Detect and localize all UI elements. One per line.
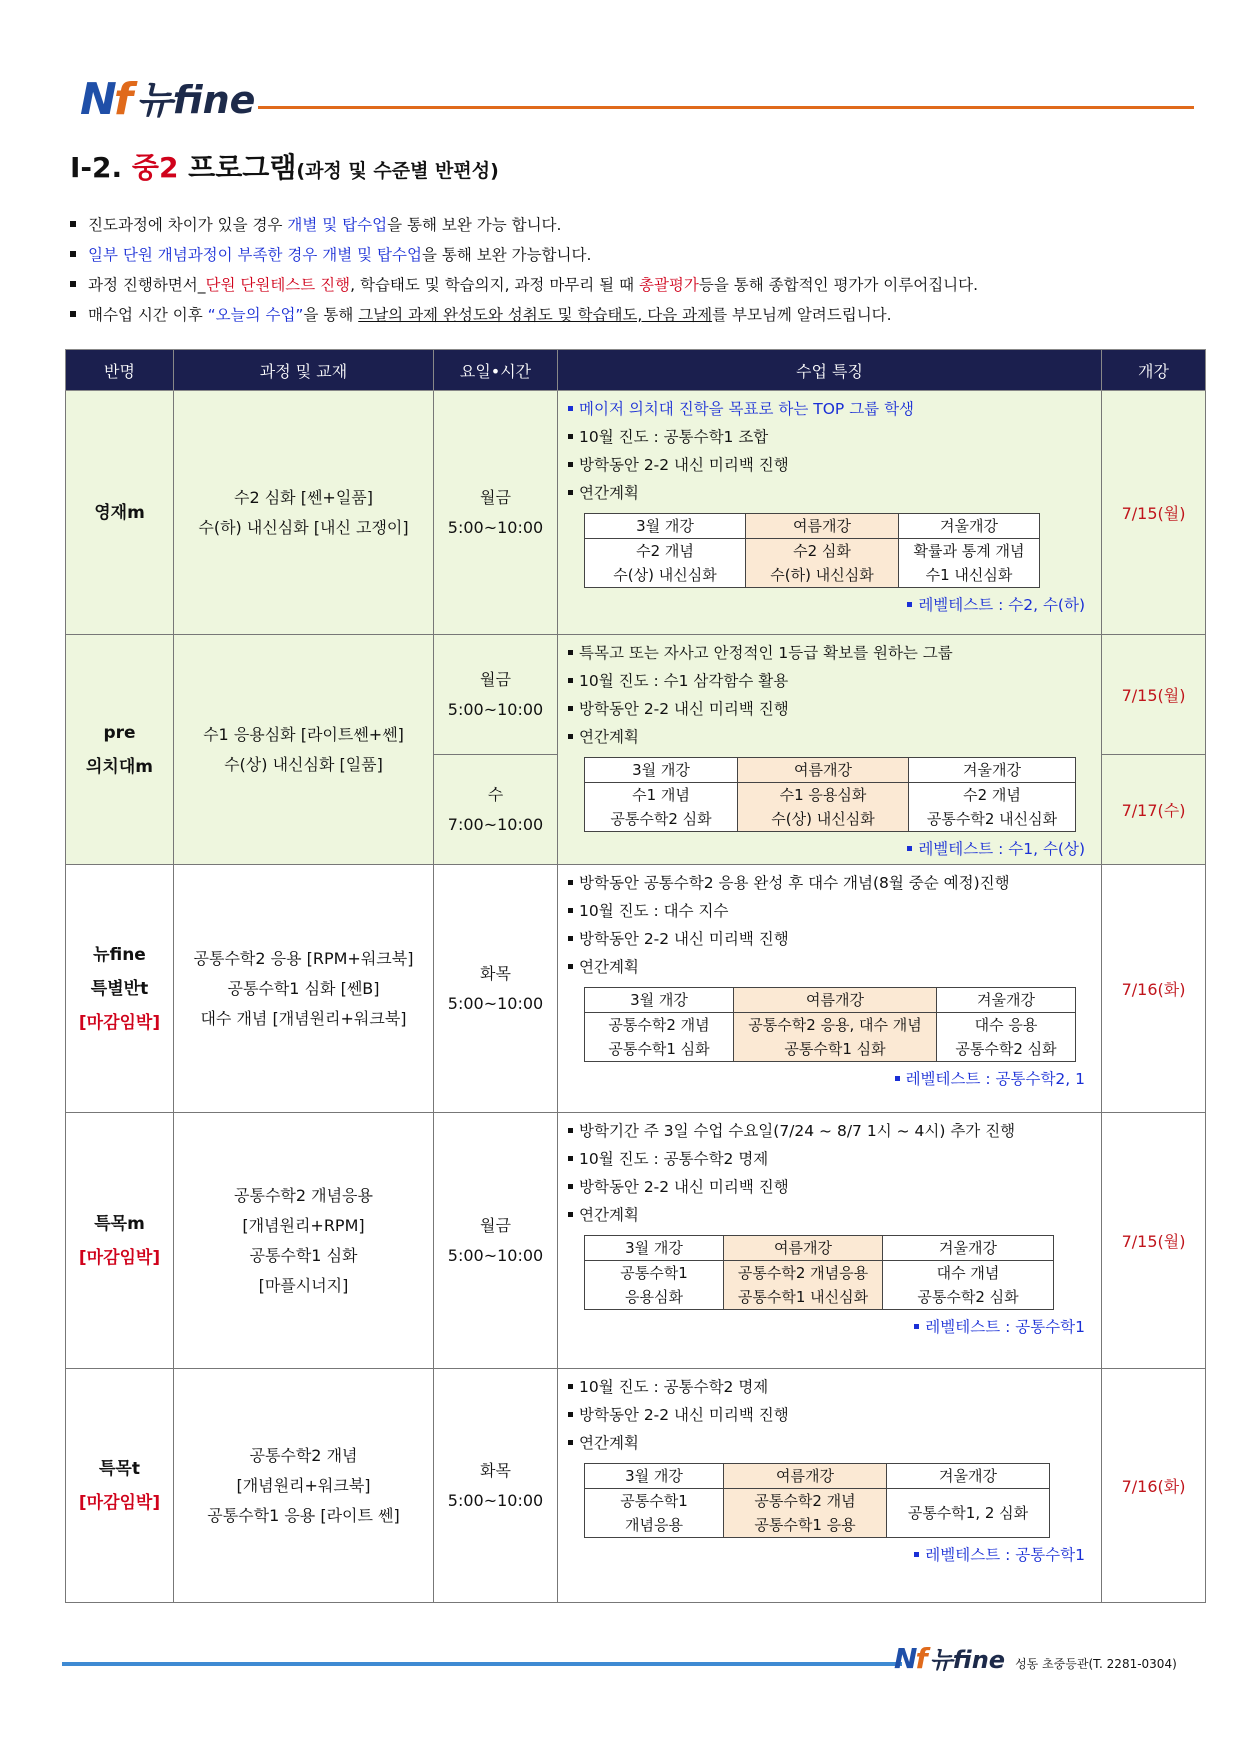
feature-item [566,667,1093,695]
level-test [566,838,1093,860]
course-cell [174,391,434,635]
header-rule [258,106,1194,109]
bullet-icon [568,734,573,739]
bullet-icon [568,1156,573,1161]
note-text: 을 통해 [303,306,359,324]
bullet-icon [568,490,573,495]
features-cell [558,1369,1102,1603]
class-name: 특목m [94,1213,145,1234]
page-title: Ⅰ-2. 중2 프로그램(과정 및 수준별 반편성) [70,151,499,184]
plan-line: 공통수학2 개념 [754,1492,856,1510]
note-item [70,300,978,330]
plan-body-row [585,1489,1050,1538]
note-text: 을 통해 보완 가능 합니다. [387,216,562,234]
level-test-text: 레벨테스트 : 수1, 수(상) [918,840,1085,858]
plan-cell [734,1013,937,1062]
features-cell [558,1113,1102,1369]
plan-cell [738,783,909,832]
plan-line: 수(상) 내신심화 [613,566,717,584]
features-cell [558,865,1102,1113]
class-name: 뉴fine [93,944,146,965]
feature-text: 연간계획 [579,484,639,502]
table-row [66,635,1206,755]
feature-item [566,695,1093,723]
bullet-icon [907,846,912,851]
schedule-time: 5:00~10:00 [447,517,544,537]
footer-rule [62,1662,902,1666]
note-text: 을 통해 보완 가능합니다. [421,246,592,264]
schedule-cell [434,755,558,865]
bullet-icon [568,908,573,913]
note-text: 매수업 시간 이후 [88,306,208,324]
deadline-badge: [마감임박] [78,1012,161,1033]
course-line: 수(하) 내신심화 [내신 고쟁이] [198,517,409,537]
plan-cell [585,539,746,588]
note-text: 단원 단원테스트 진행 [205,276,351,294]
bullet-icon [914,1324,919,1329]
plan-line: 공통수학2 개념 [608,1016,710,1034]
feature-item [566,1173,1093,1201]
note-text: 총괄평가 [638,276,699,294]
plan-cell [746,539,899,588]
note-text: 과정 진행하면서_ [88,276,206,294]
feature-item [566,897,1093,925]
schedule-time: 5:00~10:00 [447,993,544,1013]
bullet-icon [568,1384,573,1389]
plan-cell [585,1013,734,1062]
schedule-day: 화목 [480,1460,511,1480]
schedule-cell [434,635,558,755]
schedule-cell [434,1369,558,1603]
plan-line: 공통수학1 응용 [754,1516,856,1534]
bullet-icon [70,281,76,287]
course-cell [174,635,434,865]
schedule-cell [434,391,558,635]
plan-line: 공통수학2 개념응용 [737,1264,869,1282]
plan-line: 수2 심화 [793,542,851,560]
note-text: 개별 및 탑수업 [287,216,388,234]
plan-cell [887,1489,1050,1538]
course-line: 공통수학2 개념 [249,1445,358,1465]
course-line: 수(상) 내신심화 [일품] [224,754,383,774]
plan-header: 겨울개강 [883,1236,1054,1261]
annual-plan-table [584,987,1076,1062]
plan-line: 공통수학2 심화 [917,1288,1019,1306]
course-line: 수2 심화 [쎈+일품] [234,487,373,507]
bullet-icon [568,434,573,439]
feature-text: 메이저 의치대 진학을 목표로 하는 TOP 그룹 학생 [579,400,915,418]
course-line: 공통수학1 심화 [249,1245,358,1265]
table-row [66,391,1206,635]
schedule-time: 5:00~10:00 [447,1245,544,1265]
course-line: 공통수학2 개념응용 [234,1185,373,1205]
plan-header: 겨울개강 [909,758,1076,783]
class-name: 영재m [94,502,145,523]
header-course: 과정 및 교재 [174,350,434,391]
class-name: 특목t [99,1458,140,1479]
feature-item [566,395,1093,423]
footer [894,1642,1177,1675]
plan-header: 여름개강 [724,1464,887,1489]
feature-text: 방학동안 2-2 내신 미리백 진행 [579,930,789,948]
feature-item [566,451,1093,479]
feature-item [566,1201,1093,1229]
open-date-cell: 7/16(화) [1102,865,1206,1113]
level-test-text: 레벨테스트 : 수2, 수(하) [918,596,1085,614]
note-item [70,270,978,300]
plan-cell [585,1261,724,1310]
features-cell [558,391,1102,635]
table-row [66,1369,1206,1603]
open-date-cell: 7/15(월) [1102,635,1206,755]
course-cell [174,1369,434,1603]
feature-item [566,423,1093,451]
course-cell [174,1113,434,1369]
plan-header: 여름개강 [738,758,909,783]
plan-cell [909,783,1076,832]
plan-cell [883,1261,1054,1310]
schedule-time: 7:00~10:00 [447,814,544,834]
level-test-text: 레벨테스트 : 공통수학1 [925,1546,1085,1564]
bullet-icon [568,650,573,655]
bullet-icon [568,1128,573,1133]
plan-header: 여름개강 [734,988,937,1013]
plan-header: 3월 개강 [585,1464,724,1489]
plan-header-row [585,514,1040,539]
plan-header-row [585,988,1076,1013]
plan-line: 수1 응용심화 [779,786,867,804]
brand-logo [80,74,256,125]
plan-line: 확률과 통계 개념 [913,542,1025,560]
feature-item [566,1373,1093,1401]
feature-text: 10월 진도 : 공통수학2 명제 [579,1378,769,1396]
schedule-time: 5:00~10:00 [447,1490,544,1510]
plan-header-row [585,1236,1054,1261]
feature-text: 연간계획 [579,1206,639,1224]
note-text: 진도과정에 차이가 있을 경우 [88,216,288,234]
course-line: 공통수학1 응용 [라이트 쎈] [207,1505,400,1525]
feature-text: 연간계획 [579,958,639,976]
header-open: 개강 [1102,350,1206,391]
bullet-icon [568,1184,573,1189]
plan-line: 공통수학1 [620,1264,688,1282]
header-schedule: 요일•시간 [434,350,558,391]
level-test [566,1068,1093,1090]
annual-plan-table [584,757,1076,832]
plan-cell [585,1489,724,1538]
bullet-icon [907,602,912,607]
plan-line: 수1 개념 [632,786,690,804]
open-date-cell: 7/15(월) [1102,1113,1206,1369]
class-name: pre [103,722,136,743]
plan-line: 수(하) 내신심화 [770,566,874,584]
deadline-badge: [마감임박] [78,1492,161,1513]
table-row [66,1113,1206,1369]
logo-mark: Nf [80,74,130,125]
bullet-icon [70,221,76,227]
plan-body-row [585,539,1040,588]
feature-text: 방학동안 2-2 내신 미리백 진행 [579,1178,789,1196]
annual-plan-table [584,1235,1054,1310]
schedule-day: 월금 [480,487,511,507]
plan-header: 3월 개강 [585,988,734,1013]
feature-item [566,723,1093,751]
feature-text: 연간계획 [579,728,639,746]
plan-line: 공통수학2 심화 [610,810,712,828]
bullet-icon [568,936,573,941]
course-line: 대수 개념 [개념원리+워크북] [200,1008,407,1028]
plan-header-row [585,1464,1050,1489]
course-line: 공통수학1 심화 [쎈B] [227,978,380,998]
plan-line: 대수 응용 [974,1016,1038,1034]
class-name-cell [66,865,174,1113]
plan-cell [585,783,738,832]
open-date-cell: 7/17(수) [1102,755,1206,865]
bullet-icon [70,311,76,317]
plan-line: 수(상) 내신심화 [771,810,875,828]
plan-header: 겨울개강 [887,1464,1050,1489]
bullet-icon [568,706,573,711]
feature-text: 방학기간 주 3일 수업 수요일(7/24 ~ 8/7 1시 ~ 4시) 추가 진행 [579,1122,1016,1140]
bullet-icon [568,1412,573,1417]
brand-name: 뉴fine [135,78,256,123]
bullet-icon [568,462,573,467]
plan-line: 개념응용 [625,1516,683,1534]
feature-item [566,479,1093,507]
bullet-icon [568,406,573,411]
plan-cell [937,1013,1076,1062]
plan-line: 공통수학1, 2 심화 [907,1504,1029,1522]
plan-line: 공통수학1 심화 [608,1040,710,1058]
bullet-icon [568,678,573,683]
feature-text: 10월 진도 : 수1 삼각함수 활용 [579,672,789,690]
class-name-cell [66,1113,174,1369]
note-text: 를 부모님께 알려드립니다. [712,306,892,324]
plan-cell [899,539,1040,588]
note-text: “오늘의 수업” [207,306,304,324]
plan-cell [724,1261,883,1310]
plan-header: 여름개강 [724,1236,883,1261]
bullet-icon [895,1076,900,1081]
annual-plan-table [584,513,1040,588]
schedule-time: 5:00~10:00 [447,699,544,719]
plan-body-row [585,1261,1054,1310]
header-class: 반명 [66,350,174,391]
plan-header: 여름개강 [746,514,899,539]
notes-list [70,210,978,330]
class-name: 의치대m [86,756,153,777]
bullet-icon [70,251,76,257]
plan-body-row [585,1013,1076,1062]
feature-item [566,1145,1093,1173]
feature-item [566,953,1093,981]
class-name: 특별반t [90,978,149,999]
course-line: [개념원리+워크북] [236,1475,371,1495]
feature-text: 연간계획 [579,1434,639,1452]
course-line: 수1 응용심화 [라이트쎈+쎈] [203,724,404,744]
level-test-text: 레벨테스트 : 공통수학2, 1 [905,1070,1085,1088]
bullet-icon [914,1552,919,1557]
level-test [566,1544,1093,1566]
footer-brand: 뉴fine [929,1645,1006,1674]
plan-line: 공통수학1 [620,1492,688,1510]
feature-text: 특목고 또는 자사고 안정적인 1등급 확보를 원하는 그룹 [579,644,953,662]
plan-line: 수2 개념 [636,542,694,560]
level-test [566,594,1093,616]
plan-header: 3월 개강 [585,1236,724,1261]
note-text: , 학습태도 및 학습의지, 과정 마무리 될 때 [350,276,639,294]
bullet-icon [568,964,573,969]
feature-item [566,1117,1093,1145]
schedule-day: 수 [487,784,504,804]
feature-item [566,925,1093,953]
open-date-cell: 7/15(월) [1102,391,1206,635]
course-line: 공통수학2 응용 [RPM+워크북] [193,948,414,968]
plan-line: 응용심화 [625,1288,683,1306]
schedule-day: 화목 [480,963,511,983]
feature-text: 10월 진도 : 공통수학1 조합 [579,428,769,446]
plan-line: 공통수학2 심화 [955,1040,1057,1058]
bullet-icon [568,880,573,885]
plan-line: 대수 개념 [936,1264,1000,1282]
plan-header-row [585,758,1076,783]
plan-line: 공통수학2 응용, 대수 개념 [748,1016,922,1034]
note-text: 그날의 과제 완성도와 성취도 및 학습태도, 다음 과제 [358,306,713,324]
plan-header: 3월 개강 [585,514,746,539]
features-cell [558,635,1102,865]
deadline-badge: [마감임박] [78,1247,161,1268]
course-line: [마플시너지] [258,1275,349,1295]
feature-item [566,639,1093,667]
note-text: 등을 통해 종합적인 평가가 이루어집니다. [698,276,979,294]
plan-header: 3월 개강 [585,758,738,783]
plan-cell [724,1489,887,1538]
bullet-icon [568,1440,573,1445]
table-header-row [66,350,1206,391]
level-test-text: 레벨테스트 : 공통수학1 [925,1318,1085,1336]
plan-line: 수2 개념 [963,786,1021,804]
feature-text: 방학동안 2-2 내신 미리백 진행 [579,700,789,718]
program-table [65,349,1206,1603]
plan-line: 공통수학2 내신심화 [926,810,1058,828]
class-name-cell [66,1369,174,1603]
plan-line: 수1 내신심화 [925,566,1013,584]
level-test [566,1316,1093,1338]
note-item [70,210,978,240]
feature-item [566,869,1093,897]
schedule-day: 월금 [480,1215,511,1235]
feature-text: 방학동안 2-2 내신 미리백 진행 [579,456,789,474]
annual-plan-table [584,1463,1050,1538]
note-text: 일부 단원 개념과정이 부족한 경우 개별 및 탑수업 [88,246,422,264]
feature-text: 방학동안 공통수학2 응용 완성 후 대수 개념(8월 중순 예정)진행 [579,874,1010,892]
schedule-cell [434,865,558,1113]
schedule-day: 월금 [480,669,511,689]
footer-logo-mark: Nf [894,1642,926,1675]
plan-body-row [585,783,1076,832]
bullet-icon [568,1212,573,1217]
plan-header: 겨울개강 [899,514,1040,539]
note-item [70,240,978,270]
course-cell [174,865,434,1113]
plan-header: 겨울개강 [937,988,1076,1013]
plan-line: 공통수학1 내신심화 [737,1288,869,1306]
table-row [66,865,1206,1113]
feature-item [566,1429,1093,1457]
open-date-cell: 7/16(화) [1102,1369,1206,1603]
header-features: 수업 특징 [558,350,1102,391]
class-name-cell [66,391,174,635]
feature-item [566,1401,1093,1429]
class-name-cell [66,635,174,865]
course-line: [개념원리+RPM] [242,1215,365,1235]
feature-text: 10월 진도 : 공통수학2 명제 [579,1150,769,1168]
feature-text: 10월 진도 : 대수 지수 [579,902,729,920]
schedule-cell [434,1113,558,1369]
feature-text: 방학동안 2-2 내신 미리백 진행 [579,1406,789,1424]
footer-address: 성동 초중등관(T. 2281-0304) [1015,1656,1177,1671]
plan-line: 공통수학1 심화 [784,1040,886,1058]
